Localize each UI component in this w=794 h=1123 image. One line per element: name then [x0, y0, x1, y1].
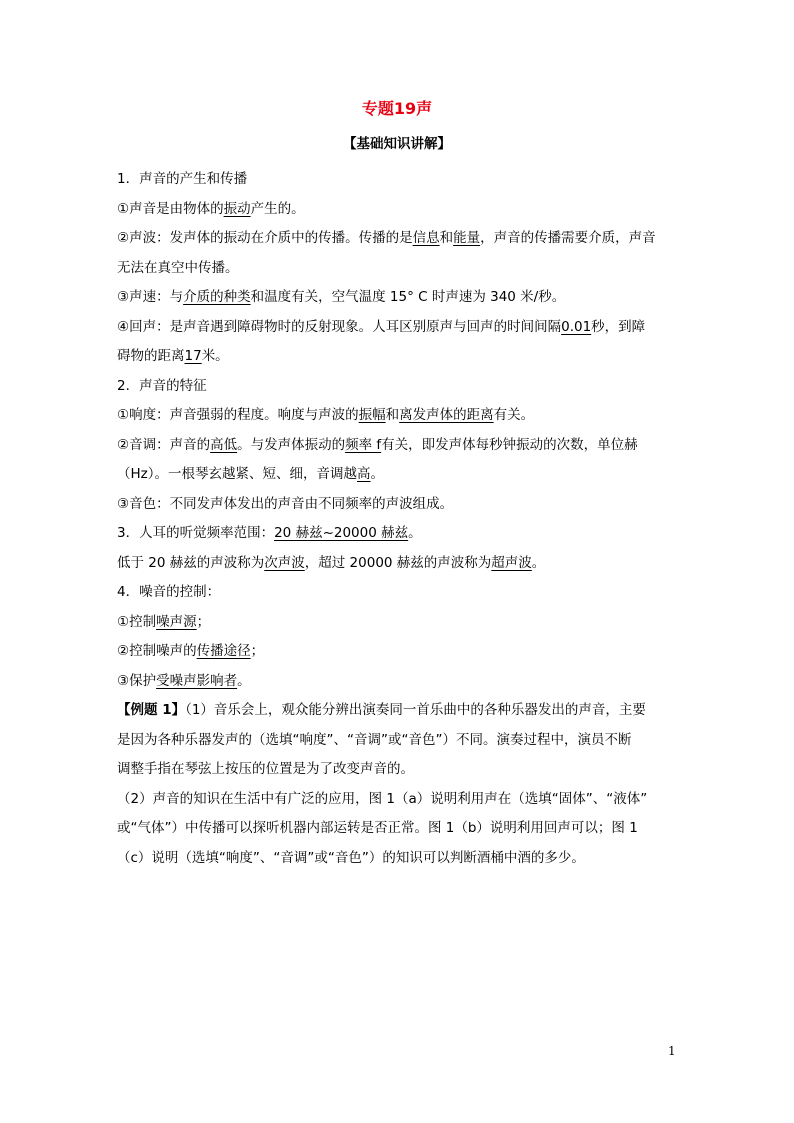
- answer-underline: 离发声体的距离: [399, 407, 494, 423]
- paragraph: 低于 20 赫兹的声波称为次声波，超过 20000 赫兹的声波称为超声波。: [117, 554, 546, 571]
- answer-underline: 受噪声影响者: [156, 672, 238, 689]
- example-line: 调整手指在琴弦上按压的位置是为了改变声音的。: [117, 761, 414, 777]
- paragraph: （Hz）。一根琴玄越紧、短、细，音调越高。: [117, 466, 384, 482]
- paragraph: ③声速：与介质的种类和温度有关，空气温度 15° C 时声速为 340 米/秒。: [117, 289, 566, 305]
- example-line: （2）声音的知识在生活中有广泛的应用，图 1（a）说明利用声在（选填“固体”、“液体”: [117, 790, 648, 807]
- paragraph: ③音色：不同发声体发出的声音由不同频率的声波组成。: [117, 495, 454, 512]
- heading-4: 4．噪音的控制：: [117, 584, 221, 600]
- answer-underline: 20 赫兹~20000 赫兹: [274, 525, 409, 541]
- answer-underline: 能量: [453, 230, 481, 246]
- answer-underline: 噪声源: [156, 613, 197, 630]
- paragraph: ②音调：声音的高低。与发声体振动的频率 f有关，即发声体每秒钟振动的次数，单位赫: [117, 436, 638, 453]
- document-body: [117, 165, 682, 873]
- heading-1: 1．声音的产生和传播: [117, 171, 248, 187]
- answer-underline: 振动: [223, 200, 251, 217]
- paragraph: ②声波：发声体的振动在介质中的传播。传播的是信息和能量，声音的传播需要介质，声音: [117, 230, 656, 246]
- example-line: 或“气体”）中传播可以探听机器内部运转是否正常。图 1（b）说明利用回声可以；图 1: [117, 820, 638, 836]
- answer-underline: 振幅: [358, 407, 386, 423]
- answer-underline: 0.01: [561, 318, 592, 335]
- section-subtitle: 【基础知识讲解】: [343, 136, 451, 152]
- answer-underline: 高: [357, 466, 371, 482]
- answer-underline: 频率 f: [345, 436, 382, 453]
- page-title: 专题19声: [361, 99, 433, 118]
- answer-underline: 传播途径: [196, 643, 251, 659]
- paragraph: ①控制噪声源；: [117, 613, 211, 630]
- paragraph: 3．人耳的听觉频率范围：20 赫兹~20000 赫兹。: [117, 525, 422, 541]
- paragraph: 无法在真空中传播。: [117, 259, 239, 276]
- paragraph: 碍物的距离17米。: [117, 348, 229, 364]
- heading-2: 2．声音的特征: [117, 377, 207, 394]
- example-label: 【例题 1】: [117, 702, 186, 718]
- answer-underline: 次声波: [264, 554, 305, 571]
- paragraph: ③保护受噪声影响者。: [117, 672, 251, 689]
- example-line: （c）说明（选填“响度”、“音调”或“音色”）的知识可以判断酒桶中酒的多少。: [117, 849, 585, 866]
- answer-underline: 超声波: [491, 554, 532, 571]
- example-line: 【例题 1】（1）音乐会上，观众能分辨出演奏同一首乐曲中的各种乐器发出的声音，主要: [117, 702, 646, 718]
- answer-underline: 17: [184, 348, 202, 364]
- answer-underline: 高低: [210, 436, 238, 453]
- answer-underline: 介质的种类: [183, 289, 251, 305]
- page-number: 1: [668, 1044, 676, 1058]
- paragraph: ④回声：是声音遇到障碍物时的反射现象。人耳区别原声与回声的时间间隔0.01秒，到障: [117, 318, 646, 335]
- paragraph: ①响度：声音强弱的程度。响度与声波的振幅和离发声体的距离有关。: [117, 407, 535, 423]
- example-line: 是因为各种乐器发声的（选填“响度”、“音调”或“音色”）不同。演奏过程中，演员不断: [117, 731, 632, 748]
- paragraph: ①声音是由物体的振动产生的。: [117, 200, 305, 217]
- answer-underline: 信息: [412, 230, 440, 246]
- paragraph: ②控制噪声的传播途径；: [117, 643, 265, 659]
